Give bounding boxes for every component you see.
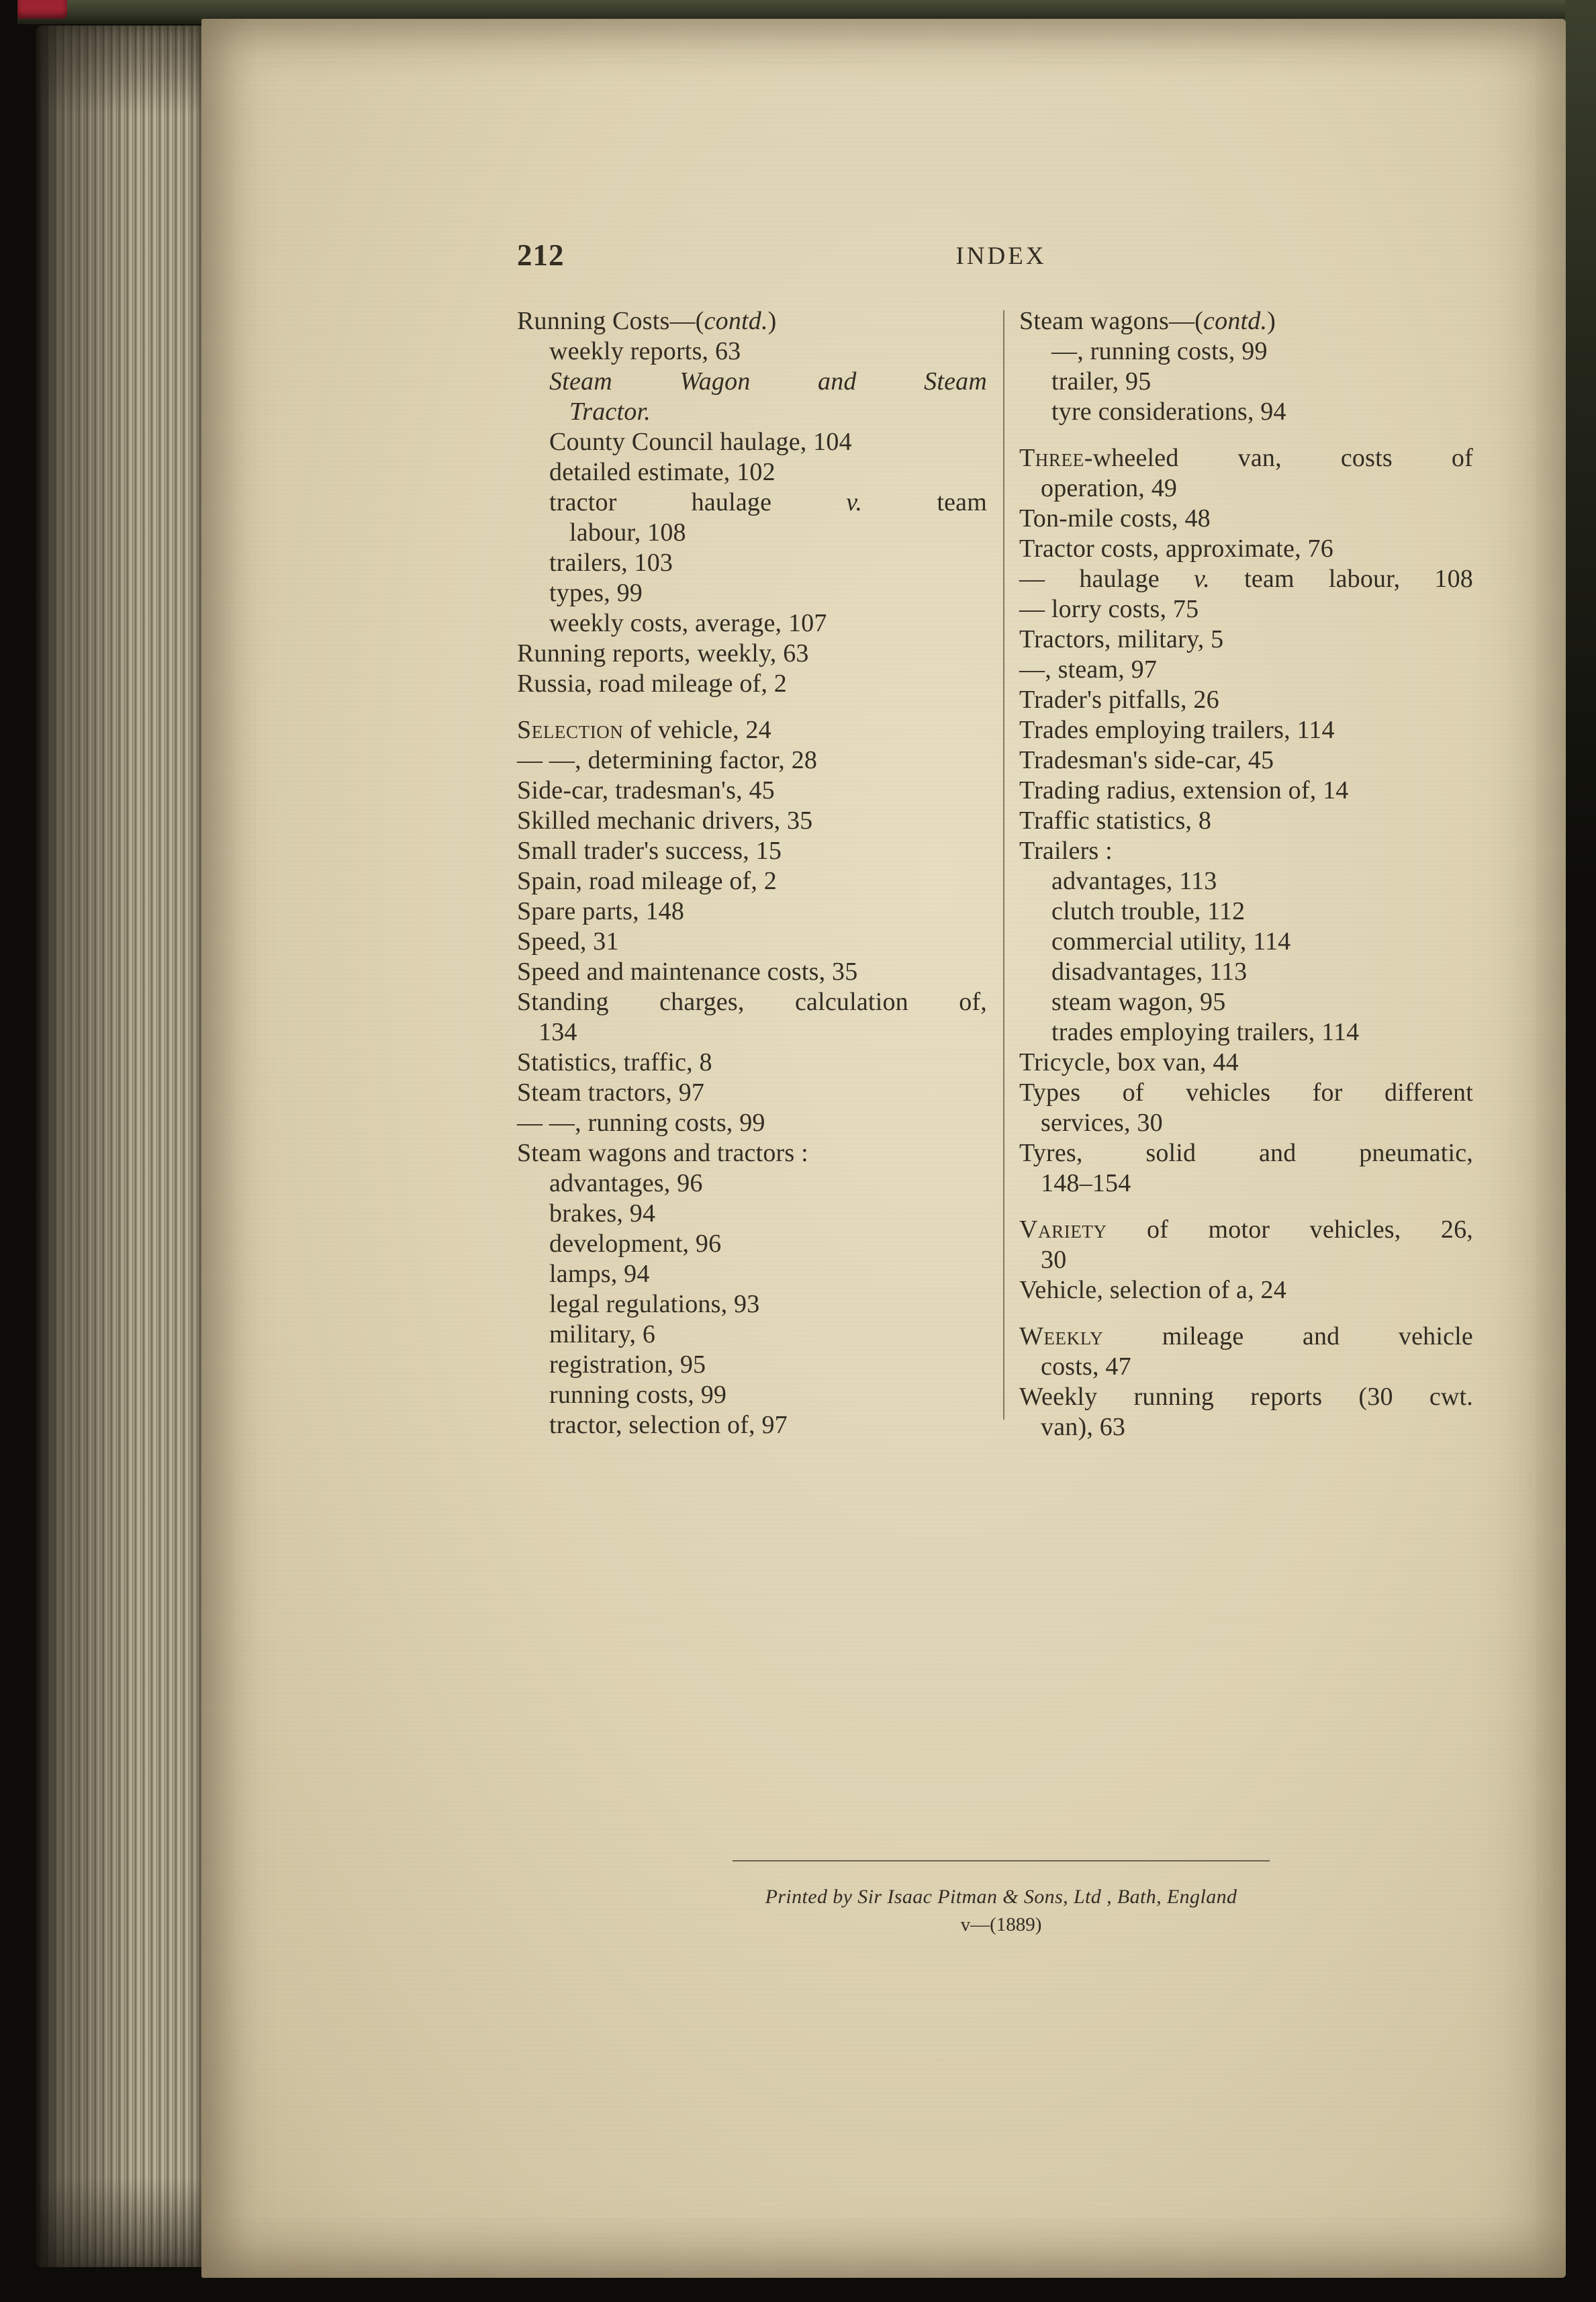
entry-text: Skilled mechanic drivers, 35	[517, 807, 813, 835]
entry-text: Trailers :	[1019, 837, 1113, 865]
entry-text: of vehicle, 24	[623, 716, 771, 744]
entry-text: advantages, 96	[549, 1169, 703, 1197]
entry-text: contd.	[704, 307, 768, 335]
entry-text: running costs, 99	[549, 1381, 727, 1409]
entry-text: labour, 108	[569, 518, 686, 547]
entry-text: Variety	[1019, 1215, 1107, 1244]
index-entry	[517, 1410, 987, 1440]
column-divider	[1003, 310, 1004, 1420]
index-entry	[1019, 957, 1473, 987]
entry-text: — haulage	[1019, 565, 1194, 593]
index-entry	[1019, 1078, 1473, 1108]
index-entry	[517, 669, 987, 699]
entry-text: )	[767, 307, 777, 335]
entry-text: — lorry costs, 75	[1019, 595, 1199, 623]
entry-text: commercial utility, 114	[1051, 927, 1291, 956]
entry-text: advantages, 113	[1051, 867, 1217, 895]
entry-text: 148–154	[1041, 1169, 1131, 1197]
index-entry	[517, 457, 987, 488]
index-entry	[1019, 836, 1473, 866]
index-entry	[1019, 685, 1473, 715]
index-entry	[1019, 896, 1473, 927]
entry-text: Trades employing trailers, 114	[1019, 716, 1335, 744]
index-entry	[1019, 866, 1473, 896]
entry-text: legal regulations, 93	[549, 1290, 760, 1318]
index-entry	[1019, 1275, 1473, 1305]
index-entry	[1019, 1412, 1473, 1442]
index-entry	[1019, 504, 1473, 534]
index-entry	[517, 578, 987, 608]
index-entry	[517, 1229, 987, 1259]
entry-text: Types of vehicles for different	[1019, 1078, 1473, 1107]
page-header	[517, 238, 1485, 277]
index-entry	[517, 927, 987, 957]
index-entry	[1019, 1108, 1473, 1138]
entry-text: weekly reports, 63	[549, 337, 741, 365]
index-entry	[517, 1108, 987, 1138]
index-entry	[1019, 1322, 1473, 1352]
entry-text: tractor haulage	[549, 488, 847, 516]
entry-gap	[1019, 1305, 1473, 1322]
index-entry	[517, 427, 987, 457]
index-entry	[517, 987, 987, 1017]
index-entry	[1019, 1215, 1473, 1245]
entry-text: team	[862, 488, 987, 516]
index-entry	[1019, 443, 1473, 473]
page-heading: INDEX	[955, 242, 1047, 270]
index-entry	[1019, 1017, 1473, 1048]
entry-text: trailer, 95	[1051, 367, 1152, 396]
entry-text: operation, 49	[1041, 474, 1178, 502]
page-number: 212	[517, 238, 565, 272]
index-entry	[1019, 397, 1473, 427]
entry-text: tractor, selection of, 97	[549, 1411, 788, 1439]
index-entry	[517, 367, 987, 397]
index-entry	[517, 1138, 987, 1168]
index-entry	[517, 1168, 987, 1199]
edition-code: v—(1889)	[960, 1914, 1042, 1935]
index-entry	[1019, 927, 1473, 957]
index-entry	[1019, 1352, 1473, 1382]
entry-text: disadvantages, 113	[1051, 958, 1248, 986]
entry-text: Weekly	[1019, 1322, 1104, 1350]
index-entry	[517, 1259, 987, 1289]
entry-text: trades employing trailers, 114	[1051, 1018, 1360, 1046]
entry-text: Ton-mile costs, 48	[1019, 504, 1211, 533]
entry-text: —, running costs, 99	[1051, 337, 1268, 365]
entry-text: tyre considerations, 94	[1051, 398, 1286, 426]
index-entry	[1019, 473, 1473, 504]
entry-text: Spain, road mileage of, 2	[517, 867, 778, 895]
entry-text: Weekly running reports (30 cwt.	[1019, 1383, 1473, 1411]
entry-text: brakes, 94	[549, 1199, 656, 1228]
entry-text: Steam wagons—(	[1019, 307, 1204, 335]
entry-text: 134	[538, 1018, 577, 1046]
index-entry	[517, 488, 987, 518]
entry-text: Tyres, solid and pneumatic,	[1019, 1139, 1473, 1167]
entry-text: registration, 95	[549, 1350, 706, 1379]
entry-text: trailers, 103	[549, 549, 673, 577]
entry-text: Small trader's success, 15	[517, 837, 782, 865]
index-entry	[1019, 534, 1473, 564]
entry-text: Speed and maintenance costs, 35	[517, 958, 858, 986]
entry-text: — —, determining factor, 28	[517, 746, 818, 774]
index-entry	[517, 1380, 987, 1410]
index-columns	[517, 306, 1485, 1442]
index-entry	[1019, 625, 1473, 655]
index-entry	[517, 336, 987, 367]
index-entry	[517, 745, 987, 776]
index-entry	[517, 608, 987, 639]
entry-text: Vehicle, selection of a, 24	[1019, 1276, 1286, 1304]
entry-text: detailed estimate, 102	[549, 458, 776, 486]
entry-text: Tractor costs, approximate, 76	[1019, 535, 1333, 563]
index-entry	[517, 896, 987, 927]
entry-text: van), 63	[1041, 1413, 1126, 1441]
entry-gap	[517, 699, 987, 715]
entry-text: lamps, 94	[549, 1260, 650, 1288]
entry-text: steam wagon, 95	[1051, 988, 1226, 1016]
index-entry	[517, 957, 987, 987]
index-entry	[517, 776, 987, 806]
entry-text: )	[1267, 307, 1276, 335]
entry-text: Side-car, tradesman's, 45	[517, 776, 775, 804]
index-entry	[517, 1078, 987, 1108]
index-entry	[1019, 1382, 1473, 1412]
entry-text: — —, running costs, 99	[517, 1109, 765, 1137]
entry-text: Statistics, traffic, 8	[517, 1048, 712, 1076]
index-entry	[1019, 776, 1473, 806]
index-entry	[1019, 745, 1473, 776]
entry-text: of motor vehicles, 26,	[1107, 1215, 1473, 1244]
index-entry	[517, 639, 987, 669]
entry-text: Steam tractors, 97	[517, 1078, 705, 1107]
index-column-left	[517, 306, 987, 1440]
index-entry	[517, 1320, 987, 1350]
entry-text: Trader's pitfalls, 26	[1019, 686, 1219, 714]
entry-text: contd.	[1203, 307, 1268, 335]
entry-text: services, 30	[1041, 1109, 1163, 1137]
entry-text: types, 99	[549, 579, 643, 607]
index-entry	[1019, 1138, 1473, 1168]
entry-text: Tractors, military, 5	[1019, 625, 1224, 653]
index-entry	[1019, 806, 1473, 836]
index-entry	[1019, 594, 1473, 625]
entry-gap	[1019, 1199, 1473, 1215]
entry-text: —, steam, 97	[1019, 655, 1158, 684]
spine-label-mark	[17, 0, 67, 19]
index-entry	[1019, 655, 1473, 685]
index-entry	[517, 866, 987, 896]
index-entry	[517, 548, 987, 578]
page-content	[517, 238, 1485, 1442]
entry-text: Traffic statistics, 8	[1019, 807, 1212, 835]
page-footer	[517, 1860, 1485, 1936]
index-entry	[517, 1350, 987, 1380]
entry-text: team labour, 108	[1209, 565, 1474, 593]
index-entry	[517, 397, 987, 427]
entry-text: Running reports, weekly, 63	[517, 639, 809, 667]
entry-text: military, 6	[549, 1320, 656, 1348]
entry-text: Tractor.	[569, 398, 651, 426]
index-entry	[1019, 336, 1473, 367]
entry-text: Standing charges, calculation of,	[517, 988, 987, 1016]
index-entry	[1019, 367, 1473, 397]
index-entry	[517, 806, 987, 836]
index-entry	[1019, 564, 1473, 594]
entry-text: Three	[1019, 444, 1084, 472]
entry-text: mileage and vehicle	[1103, 1322, 1473, 1350]
footer-rule	[733, 1860, 1270, 1861]
entry-text: clutch trouble, 112	[1051, 897, 1246, 925]
entry-text: development, 96	[549, 1230, 722, 1258]
index-entry	[1019, 987, 1473, 1017]
index-entry	[517, 518, 987, 548]
book-page	[201, 19, 1566, 2278]
entry-text: Spare parts, 148	[517, 897, 685, 925]
index-column-right	[1019, 306, 1473, 1442]
index-entry	[517, 1048, 987, 1078]
entry-text: Russia, road mileage of, 2	[517, 670, 787, 698]
index-entry	[517, 715, 987, 745]
entry-text: -wheeled van, costs of	[1084, 444, 1473, 472]
index-entry	[1019, 306, 1473, 336]
entry-text: 30	[1041, 1246, 1067, 1274]
index-entry	[1019, 715, 1473, 745]
entry-text: weekly costs, average, 107	[549, 609, 827, 637]
index-entry	[517, 1017, 987, 1048]
book-cover-right-edge	[1565, 0, 1596, 940]
printer-imprint: Printed by Sir Isaac Pitman & Sons, Ltd , Bath, England	[765, 1886, 1237, 1908]
entry-text: costs, 47	[1041, 1352, 1131, 1381]
entry-text: Tradesman's side-car, 45	[1019, 746, 1274, 774]
index-entry	[1019, 1245, 1473, 1275]
page-edge-stack	[36, 26, 208, 2267]
entry-text: Speed, 31	[517, 927, 619, 956]
entry-text: County Council haulage, 104	[549, 428, 852, 456]
entry-text: v.	[846, 488, 863, 516]
index-entry	[517, 1199, 987, 1229]
entry-text: Steam wagons and tractors :	[517, 1139, 808, 1167]
entry-text: Steam Wagon and Steam	[549, 367, 987, 396]
index-entry	[1019, 1048, 1473, 1078]
index-entry	[517, 836, 987, 866]
entry-text: Selection	[517, 716, 624, 744]
entry-gap	[1019, 427, 1473, 443]
entry-text: Running Costs—(	[517, 307, 704, 335]
index-entry	[1019, 1168, 1473, 1199]
index-entry	[517, 306, 987, 336]
index-entry	[517, 1289, 987, 1320]
entry-text: Tricycle, box van, 44	[1019, 1048, 1239, 1076]
entry-text: v.	[1194, 565, 1210, 593]
entry-text: Trading radius, extension of, 14	[1019, 776, 1349, 804]
